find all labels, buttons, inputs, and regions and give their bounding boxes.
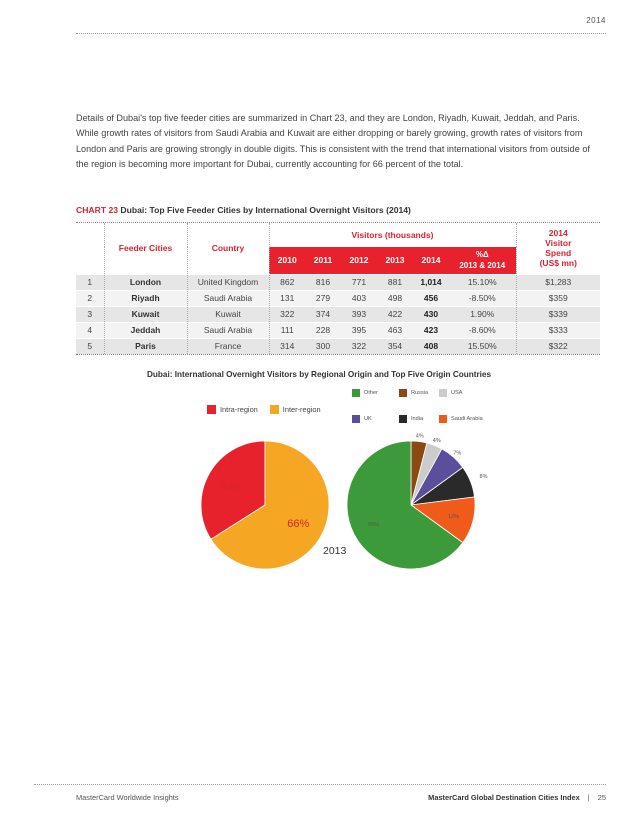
- year-header-2012: 2012: [341, 247, 377, 274]
- label-usa: 4%: [432, 437, 441, 444]
- spend-header-line3: Spend: [545, 248, 572, 259]
- visitors-2013-cell: 881: [377, 274, 413, 290]
- visitors-2011-cell: 300: [305, 338, 341, 354]
- pie-origin-countries: [347, 433, 488, 569]
- country-cell: Kuwait: [187, 306, 269, 322]
- visitors-2010-cell: 111: [269, 322, 305, 338]
- visitor-spend-cell: $333: [516, 322, 600, 338]
- visitors-2010-cell: 314: [269, 338, 305, 354]
- rank-cell: 1: [76, 274, 104, 290]
- footer-page-number: 25: [597, 793, 606, 802]
- spend-header-line4: (US$ mn): [539, 258, 577, 269]
- pies-section-title: Dubai: International Overnight Visitors by Regional Origin and Top Five Origin Countries: [146, 370, 492, 379]
- visitor-spend-cell: $339: [516, 306, 600, 322]
- label-other: 65%: [368, 521, 380, 528]
- country-cell: Saudi Arabia: [187, 290, 269, 306]
- visitors-2013-cell: 422: [377, 306, 413, 322]
- country-cell: Saudi Arabia: [187, 322, 269, 338]
- visitors-2013-cell: 498: [377, 290, 413, 306]
- visitors-2014-cell: 456: [413, 290, 449, 306]
- city-cell: Jeddah: [104, 322, 187, 338]
- rank-cell: 5: [76, 338, 104, 354]
- footer-separator: |: [587, 793, 590, 802]
- legend-saudi-label: Saudi Arabia: [451, 416, 483, 422]
- visitors-2012-cell: 322: [341, 338, 377, 354]
- year-header-2010: 2010: [269, 247, 305, 274]
- spend-header-line2: Visitor: [545, 238, 572, 249]
- city-cell: Kuwait: [104, 306, 187, 322]
- pct-change-cell: -8.50%: [449, 290, 516, 306]
- feeder-cities-header: Feeder Cities: [104, 223, 187, 274]
- year-header-2011: 2011: [305, 247, 341, 274]
- pct-change-cell: -8.60%: [449, 322, 516, 338]
- pct-header-line1: %Δ: [475, 250, 489, 260]
- visitors-2014-cell: 408: [413, 338, 449, 354]
- visitors-2012-cell: 393: [341, 306, 377, 322]
- body-paragraph: Details of Dubai's top five feeder cities are summarized in Chart 23, and they are London, Riyadh, Kuwait, Jeddah, and Paris. While growth rates of visitors from Saudi Arabia and Kuwait are either dropping or barely growing, growth rates of visitors from London and Paris are growing strongly in double digits. This is consistent with the trend that international visitors from outside of the region is becoming more important for Dubai, currently accounting for 66 percent of the total.: [76, 113, 590, 169]
- chart-23-label: CHART 23: [76, 205, 119, 215]
- country-cell: France: [187, 338, 269, 354]
- label-intra-region: 34%: [220, 481, 243, 494]
- label-india: 8%: [479, 474, 488, 481]
- visitors-2012-cell: 771: [341, 274, 377, 290]
- visitors-2012-cell: 395: [341, 322, 377, 338]
- visitors-2011-cell: 374: [305, 306, 341, 322]
- visitors-2010-cell: 322: [269, 306, 305, 322]
- legend-inter-label: Inter-region: [282, 405, 321, 414]
- country-cell: United Kingdom: [187, 274, 269, 290]
- footer-right: [428, 793, 606, 802]
- rank-cell: 4: [76, 322, 104, 338]
- label-inter-region: 66%: [287, 518, 310, 531]
- visitors-2014-cell: 430: [413, 306, 449, 322]
- legend-usa-label: USA: [451, 390, 463, 396]
- visitor-spend-cell: $322: [516, 338, 600, 354]
- visitor-spend-cell: $359: [516, 290, 600, 306]
- pct-change-cell: 1.90%: [449, 306, 516, 322]
- spend-header-line1: 2014: [548, 228, 568, 239]
- visitors-2011-cell: 279: [305, 290, 341, 306]
- footer-divider: [34, 784, 606, 785]
- city-cell: Paris: [104, 338, 187, 354]
- label-saudi-arabia: 12%: [448, 513, 460, 520]
- country-header: Country: [187, 223, 269, 274]
- visitor-spend-cell: $1,283: [516, 274, 600, 290]
- legend-india-label: India: [411, 416, 424, 422]
- legend-intra-label: Intra-region: [220, 405, 258, 414]
- visitors-2013-cell: 354: [377, 338, 413, 354]
- city-cell: Riyadh: [104, 290, 187, 306]
- visitors-2014-cell: 1,014: [413, 274, 449, 290]
- pie-regional-origin: [201, 441, 329, 569]
- city-cell: London: [104, 274, 187, 290]
- footer-publication: MasterCard Global Destination Cities Index: [428, 793, 580, 802]
- visitors-2010-cell: 862: [269, 274, 305, 290]
- visitors-2010-cell: 131: [269, 290, 305, 306]
- visitors-2012-cell: 403: [341, 290, 377, 306]
- legend-russia-label: Russia: [411, 390, 429, 396]
- year-header-2013: 2013: [377, 247, 413, 274]
- rank-cell: 3: [76, 306, 104, 322]
- legend-other-label: Other: [364, 390, 378, 396]
- header-year: 2014: [586, 16, 606, 25]
- footer-left: MasterCard Worldwide Insights: [76, 793, 179, 802]
- label-uk: 7%: [453, 450, 462, 457]
- year-header-2014: 2014: [413, 247, 449, 274]
- pct-change-cell: 15.10%: [449, 274, 516, 290]
- visitors-2013-cell: 463: [377, 322, 413, 338]
- visitors-header: Visitors (thousands): [269, 223, 516, 247]
- rank-cell: 2: [76, 290, 104, 306]
- pct-header-line2: 2013 & 2014: [459, 261, 506, 271]
- visitors-2011-cell: 228: [305, 322, 341, 338]
- chart-23-title-text: Dubai: Top Five Feeder Cities by International Overnight Visitors (2014): [120, 205, 411, 215]
- visitors-2014-cell: 423: [413, 322, 449, 338]
- label-russia: 4%: [415, 433, 424, 440]
- legend-uk-label: UK: [364, 416, 372, 422]
- pct-change-cell: 15.50%: [449, 338, 516, 354]
- pies-year-label: 2013: [323, 545, 347, 557]
- visitors-2011-cell: 816: [305, 274, 341, 290]
